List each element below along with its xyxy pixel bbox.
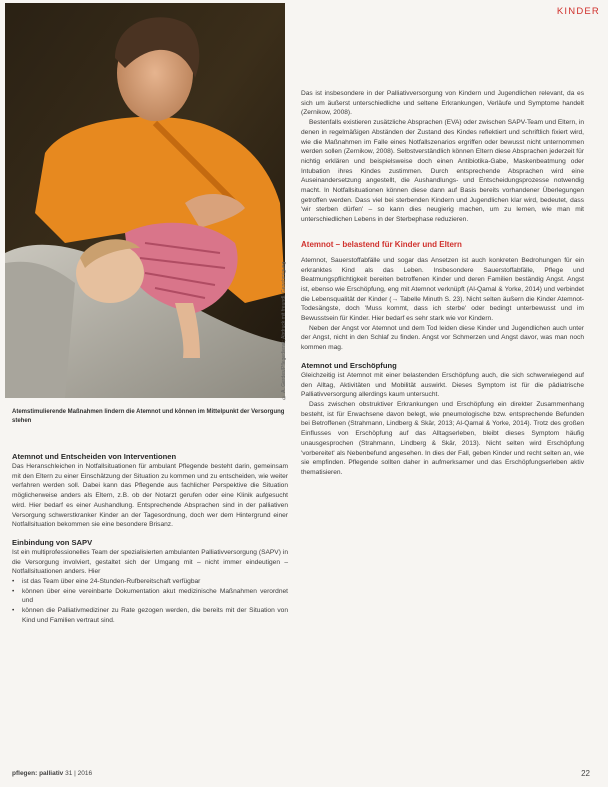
right-column [301, 89, 584, 478]
footer-journal [12, 770, 92, 777]
photo-credit: © A. Gerdes/Pflegedienst; Abdruck mit freundl. Genehmigung [281, 261, 287, 400]
photo-caption: Atemstimulierende Maßnahmen lindern die Atemnot und können im Mittelpunkt der Versorgung stehen [12, 409, 285, 424]
photo-nurse-child [5, 3, 285, 398]
section-label: KINDER [556, 6, 600, 17]
paragraph: Bestenfalls existieren zusätzliche Absprachen (EVA) oder zwischen SAPV-Team und Eltern, in denen in regelmäßigen Abständen der Zustand des Kindes reflektiert und schriftlich fixiert wird, wie die Maßnahmen im Falle eines Notfallszenarios ergriffen oder bewusst nicht unternommen werden sollen (Zernikow, 2008). Selbstverständlich können Eltern diese Absprachen jederzeit für nichtig erklären und beispielsweise doch einen Antibiotika-Gabe, Maskenbeatmung oder Intubation ihres Kindes zustimmen. Durch entsprechende Absprachen wird eine Auseinandersetzung angestellt, die Aushandlungs- und Entscheidungsprozesse notwendig macht. In Notfallsituationen können diese dann auf Basis bereits vorhandener Überlegungen getroffen werden. Dass viel bei sterbenden Kindern und Jugendlichen klar wird, bedeutet, dass 'wir sterben dürfen' – so kann dies neugierig machen, um zu lernen, wie man mit unterschiedlichen Lebens in der Sterbephase reduzieren. [301, 119, 584, 224]
list-item: • können über eine vereinbarte Dokumentation akut medizinische Maßnahmen verordnet und [12, 587, 288, 606]
left-column [12, 452, 288, 626]
heading-atemnot-interventionen: Atemnot und Entscheiden von Interventionen [12, 452, 177, 461]
list-item: • ist das Team über eine 24-Stunden-Rufbereitschaft verfügbar [12, 577, 288, 587]
page-number: 22 [581, 769, 590, 778]
paragraph: Das ist insbesondere in der Palliativversorgung von Kindern und Jugendlichen relevant, da es sich um äußerst unterschiedliche und seltene Erkrankungen, Verläufe und Symptome handelt (Zernikow, 2008). [301, 90, 584, 117]
heading-erschoepfung: Atemnot und Erschöpfung [301, 360, 397, 370]
paragraph: Dass zwischen obstruktiver Erkrankungen und Erschöpfung ein direkter Zusammenhang besteht, ist für Erwachsene davon belegt, wie pneumologische bzw. entsprechende Befunden bei Betroffenen (Strahmann, Lindberg & Skär, 2013; Al-Qamal & Yorke, 2014). Trotz des großen Einflusses von Erschöpfung auf das Alltagserleben, bleibt dieses Symptom häufig unausgesprochen (Strahmann, Lindberg & Skär, 2013). Nicht selten wird Erschöpfung 'vorbereitet' als Nebenbefund angesehen. In dies der Fall, geben Kinder und recht selten an, wie sie empfinden. Pflegende sollten daher in aufmerksamer und das Erschöpfungserleben aktiv thematisieren. [301, 400, 584, 476]
list-item: • können die Palliativmediziner zu Rate gezogen werden, die bereits mit der Situation von Kind und Familien vertraut sind. [12, 606, 288, 625]
paragraph: Gleichzeitig ist Atemnot mit einer belastenden Erschöpfung auch, die sich schwerwiegend auf den Alltag, Aktivitäten und Mobilität auswirkt. Dieses Symptom ist für die pädiatrische Palliativversorgung allerdings kaum untersucht. [301, 371, 584, 399]
paragraph: Atemnot, Sauerstoffabfälle und sogar das Ansetzen ist auch konkreten Bedrohungen für ein erkranktes Kind als das Leben. Insbesondere Sauerstoffabfälle, Pflege und Beatmungspflichtigkeit bereiten betroffenen Kinder und deren Familien beständig Angst. Angst ist, ebenso wie Erschöpfung, eng mit Atemnot verknüpft (Al-Qamal & Yorke, 2014) und verbindet die Lebensqualität der Kinder (→ Tabelle Minuth S. 23). Nicht selten äußern die Kinder Atemnot-Todesängste, doch 'Muss kommt, dass ich sterbe' oder bedingt unterbewusst und im Bewusstsein für Kinder. Hier bedarf es sehr stark wie vor Kindern. [301, 256, 584, 323]
paragraph: Neben der Angst vor Atemnot und dem Tod leiden diese Kinder und Jugendlichen auch unter der Angst, nicht in den Schlaf zu finden. Angst vor Schmerzen und Angst davor, was man noch kommen mag. [301, 324, 584, 352]
issue-number: 31 | 2016 [65, 770, 93, 777]
heading-sapv: Einbindung von SAPV [12, 537, 93, 547]
bullet-list [12, 577, 288, 626]
paragraph: Ist ein multiprofessionelles Team der spezialisierten ambulanten Palliativversorgung (SAPV) in die Versorgung involviert, gestaltet sich der Umgang mit – nicht immer eindeutigen – Notfallsituationen anders. Hier [12, 548, 288, 576]
heading-atemnot-belastend: Atemnot – belastend für Kinder und Eltern [301, 239, 462, 249]
journal-title: pflegen: palliativ [12, 770, 64, 777]
photo-illustration [5, 3, 285, 398]
paragraph: Das Heranschleichen in Notfallsituationen für ambulant Pflegende besteht darin, gemeinsam mit den Eltern zu einer Einschätzung der Situation zu kommen und zu entscheiden, wie weiter verfahren werden soll. Dabei kann das Pflegende aus fachlicher Perspektive die Situation möglicherweise anders als Eltern, z.B. ob der Notarzt gerufen oder eine Klinik aufgesucht wird. Hier bedarf es einer Aushandlung. Entsprechende Absprachen sind in der palliativen Versorgung schwerstkranker Kinder an der Tagesordnung, doch wer dem Hintergrund einer Notfallsituation bekommen sie eine besondere Brisanz. [12, 463, 288, 529]
